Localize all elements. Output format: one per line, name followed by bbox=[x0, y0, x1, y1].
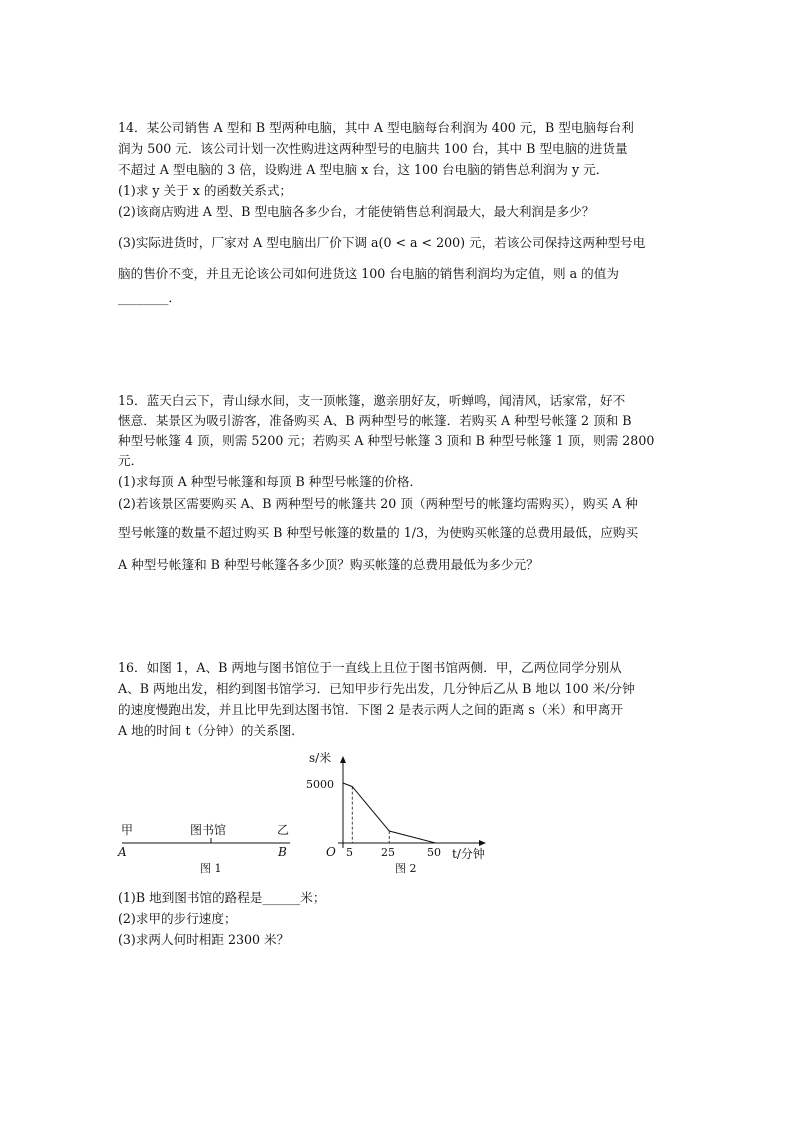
q16-line-4: A 地的时间 t（分钟）的关系图． bbox=[118, 723, 304, 738]
q15-line-7: 型号帐篷的数量不超过购买 B 种型号帐篷的数量的 1/3，为使购买帐篷的总费用最低，应购买 bbox=[118, 525, 639, 540]
q16-line-2: A、B 两地出发，相约到图书馆学习．已知甲步行先出发，几分钟后乙从 B 地以 100 米/分钟 bbox=[118, 681, 635, 696]
q15-line-6: (2)若该景区需要购买 A、B 两种型号的帐篷共 20 顶（两种型号的帐篷均需购买），购买 A 种 bbox=[118, 496, 638, 511]
fig1-yi: 乙 bbox=[277, 823, 290, 837]
fig1-a: A bbox=[118, 845, 127, 859]
fig1-library: 图书馆 bbox=[190, 823, 227, 837]
q15-line-5: (1)求每顶 A 种型号帐篷和每顶 B 种型号帐篷的价格． bbox=[118, 474, 423, 489]
q14-line-3: 不超过 A 型电脑的 3 倍，设购进 A 型电脑 x 台，这 100 台电脑的销售总利润为 y 元． bbox=[118, 162, 609, 177]
q16-line-3: 的速度慢跑出发，并且比甲先到达图书馆．下图 2 是表示两人之间的距离 s（米）和甲离开 bbox=[118, 702, 624, 717]
fig2-ylabel: s/米 bbox=[309, 751, 332, 765]
fig1-caption: 图 1 bbox=[200, 862, 222, 875]
fig2-chart bbox=[306, 750, 486, 875]
fig2-y-arrow bbox=[340, 756, 346, 763]
fig2-origin: O bbox=[326, 845, 336, 859]
q15-line-4: 元． bbox=[118, 453, 144, 468]
fig2-x-tick-50: 50 bbox=[427, 846, 441, 859]
q15-line-3: 种型号帐篷 4 顶，则需 5200 元；若购买 A 种型号帐篷 3 顶和 B 种型号帐篷 1 顶，则需 2800 bbox=[118, 433, 655, 448]
fig2-y-tick-5000: 5000 bbox=[306, 778, 334, 791]
q15-line-1: 15．蓝天白云下，青山绿水间，支一顶帐篷，邀亲朋好友，听蝉鸣，闻清风，话家常，好不 bbox=[118, 393, 626, 408]
q15-line-8: A 种型号帐篷和 B 种型号帐篷各多少顶？购买帐篷的总费用最低为多少元？ bbox=[118, 557, 539, 572]
figures-svg bbox=[110, 744, 510, 884]
q14-line-5: (2)该商店购进 A 型、B 型电脑各多少台，才能使销售总利润最大，最大利润是多少？ bbox=[118, 204, 595, 219]
fig2-x-tick-25: 25 bbox=[381, 846, 395, 859]
q14-line-1: 14．某公司销售 A 型和 B 型两种电脑，其中 A 型电脑每台利润为 400 元，B 型电脑每台利 bbox=[118, 120, 634, 135]
fig2-x-arrow bbox=[479, 840, 486, 846]
q16-line-5: (1)B 地到图书馆的路程是______米； bbox=[118, 890, 326, 905]
q15-line-2: 惬意．某景区为吸引游客，准备购买 A、B 两种型号的帐篷．若购买 A 种型号帐篷 2 顶和 B bbox=[118, 413, 632, 428]
figures bbox=[110, 744, 510, 884]
fig2-xlabel: t/分钟 bbox=[452, 847, 485, 861]
q16-line-7: (3)求两人何时相距 2300 米？ bbox=[118, 932, 290, 947]
fig2-x-tick-5: 5 bbox=[346, 846, 353, 859]
q14-line-6: (3)实际进货时，厂家对 A 型电脑出厂价下调 a(0 < a < 200) 元，若该公司保持这两种型号电 bbox=[118, 235, 646, 250]
fig1-jia: 甲 bbox=[121, 823, 134, 837]
q14-line-2: 润为 500 元．该公司计划一次性购进这两种型号的电脑共 100 台，其中 B 型电脑的进货量 bbox=[118, 141, 628, 156]
q16-line-6: (2)求甲的步行速度； bbox=[118, 911, 237, 926]
fig2-caption: 图 2 bbox=[395, 862, 417, 875]
q14-line-8: ________． bbox=[118, 290, 181, 305]
q16-line-1: 16．如图 1，A、B 两地与图书馆位于一直线上且位于图书馆两侧．甲，乙两位同学分别从 bbox=[118, 660, 622, 675]
q14-line-7: 脑的售价不变，并且无论该公司如何进货这 100 台电脑的销售利润均为定值，则 a 的值为 bbox=[118, 266, 619, 281]
fig1-b: B bbox=[278, 845, 287, 859]
q14-line-4: (1)求 y 关于 x 的函数关系式； bbox=[118, 183, 293, 198]
